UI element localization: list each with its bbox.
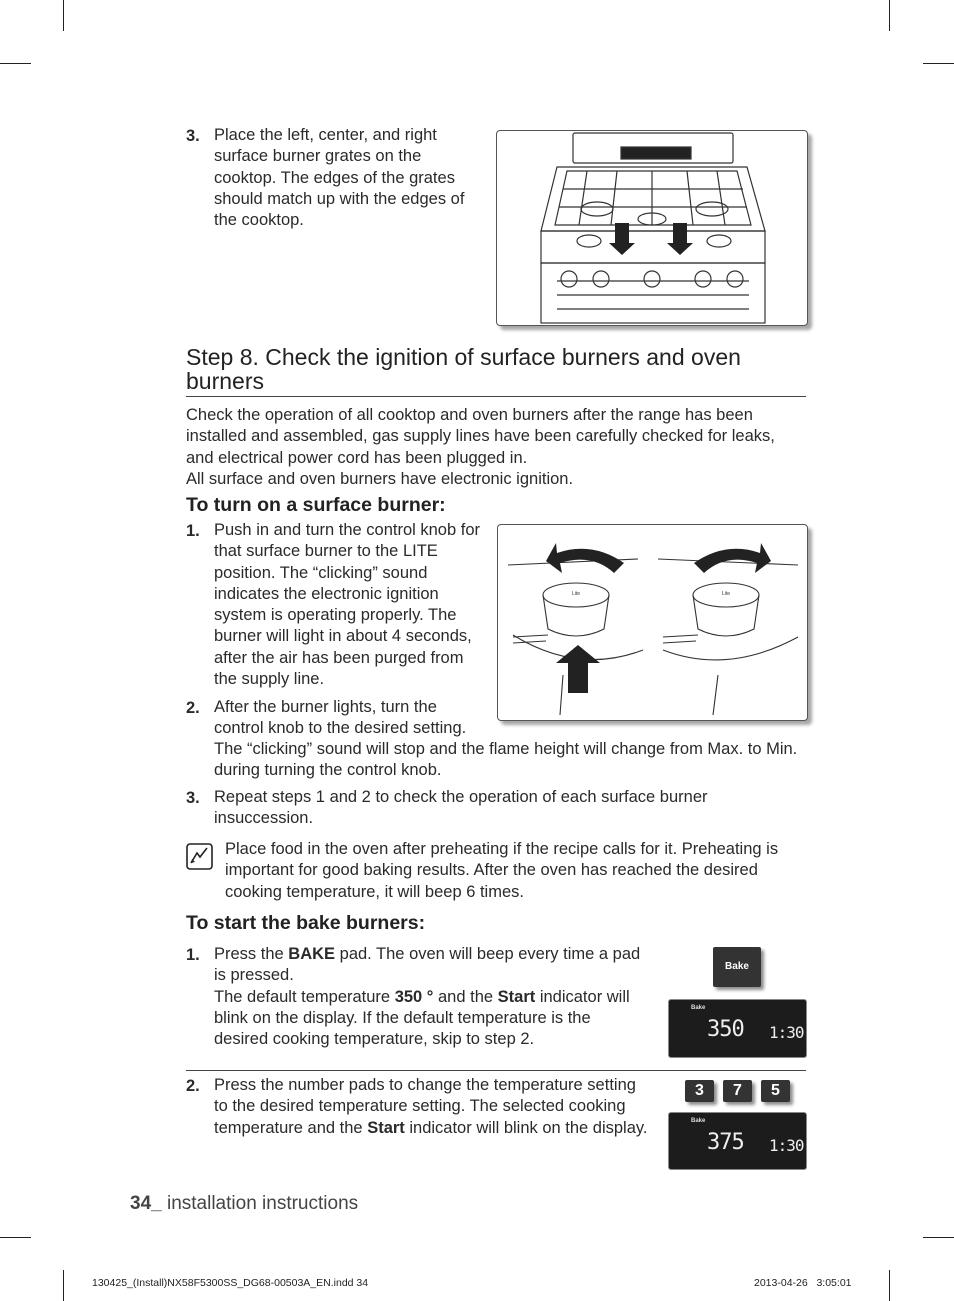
surface-burner-heading: To turn on a surface burner: (186, 494, 446, 516)
step-number: 3. (186, 127, 200, 145)
knob-lite-label: Lite (571, 591, 581, 597)
number-pad-5-button[interactable]: 5 (761, 1080, 790, 1102)
knob-lite-label: Lite (721, 591, 731, 597)
oven-display (668, 999, 807, 1058)
crop-mark (923, 63, 954, 64)
crop-mark (889, 0, 890, 31)
display-time: 1:30 (769, 1023, 804, 1042)
display-time: 1:30 (769, 1136, 804, 1155)
range-grates-illustration (496, 130, 808, 326)
number-pad-7-button[interactable]: 7 (723, 1080, 752, 1102)
item-number: 1. (186, 522, 200, 540)
step-text: Place the left, center, and right surface burner grates on the cooktop. The edges of the grates should match up with the edges of the cooktop. (214, 126, 465, 230)
knob-illustration (497, 524, 808, 721)
print-file-name: 130425_(Install)NX58F5300SS_DG68-00503A_EN.indd 34 (92, 1277, 369, 1289)
crop-mark (889, 1270, 890, 1301)
crop-mark (0, 63, 31, 64)
crop-mark (63, 0, 64, 31)
range-drawing (497, 131, 807, 325)
bake-pad-button[interactable]: Bake (713, 947, 761, 987)
section-name: installation instructions (161, 1193, 359, 1214)
oven-display (668, 1112, 807, 1170)
surface-step-3-text: Repeat steps 1 and 2 to check the operation of each surface burner insuccession. (214, 788, 708, 828)
section-title: Step 8. Check the ignition of surface burners and oven burners (186, 344, 741, 394)
number-pad-3-button[interactable]: 3 (685, 1080, 714, 1102)
print-timestamp: 2013-04-26 3:05:01 (754, 1277, 852, 1289)
knob-drawing (498, 525, 807, 720)
display-temperature: 375 (707, 1130, 744, 1155)
page-footer-label (130, 1193, 358, 1215)
item-number: 2. (186, 1077, 200, 1095)
crop-mark (63, 1270, 64, 1301)
bake-burners-heading: To start the bake burners: (186, 912, 426, 934)
item-number: 2. (186, 699, 200, 717)
bake-step-2-text: Press the number pads to change the temperature setting to the desired temperature setting. The selected cooking temperature and the Start indicator will blink on the display. (214, 1076, 648, 1137)
surface-step-2-detail: The “clicking” sound will stop and the flame height will change from Max. to Min. during turning the control knob. (214, 740, 798, 780)
note-icon (186, 843, 213, 870)
item-number: 3. (186, 789, 200, 807)
item-number: 1. (186, 946, 200, 964)
note-text: Place food in the oven after preheating if the recipe calls for it. Preheating is important for good baking results. After the oven has reached the desired cooking temperature, it will beep 6 times. (225, 840, 779, 901)
title-rule (186, 396, 806, 397)
display-mode-label: Bake (691, 1005, 706, 1011)
surface-step-1-text: Push in and turn the control knob for that surface burner to the LITE position. The “clicking” sound indicates the electronic ignition system is operating properly. The burner will light in about 4 seconds, after the air has been purged from the supply line. (214, 521, 480, 689)
bake-step-1-text: Press the BAKE pad. The oven will beep every time a pad is pressed. The default temperature 350 ° and the Start indicator will blink on the display. If the default temperature is the desired cooking temperature, skip to step 2. (214, 945, 641, 1049)
crop-mark (0, 1237, 31, 1238)
display-temperature: 350 (707, 1017, 744, 1042)
page-number: 34_ (130, 1193, 162, 1214)
separator-rule (186, 1070, 806, 1071)
intro-ignition-line: All surface and oven burners have electronic ignition. (186, 470, 574, 488)
intro-paragraph: Check the operation of all cooktop and oven burners after the range has been installed and assembled, gas supply lines have been carefully checked for leaks, and electrical power cord has been plugged in. (186, 406, 775, 467)
display-mode-label: Bake (691, 1118, 706, 1124)
crop-mark (923, 1237, 954, 1238)
surface-step-2-text: After the burner lights, turn the control knob to the desired setting. (214, 698, 467, 738)
